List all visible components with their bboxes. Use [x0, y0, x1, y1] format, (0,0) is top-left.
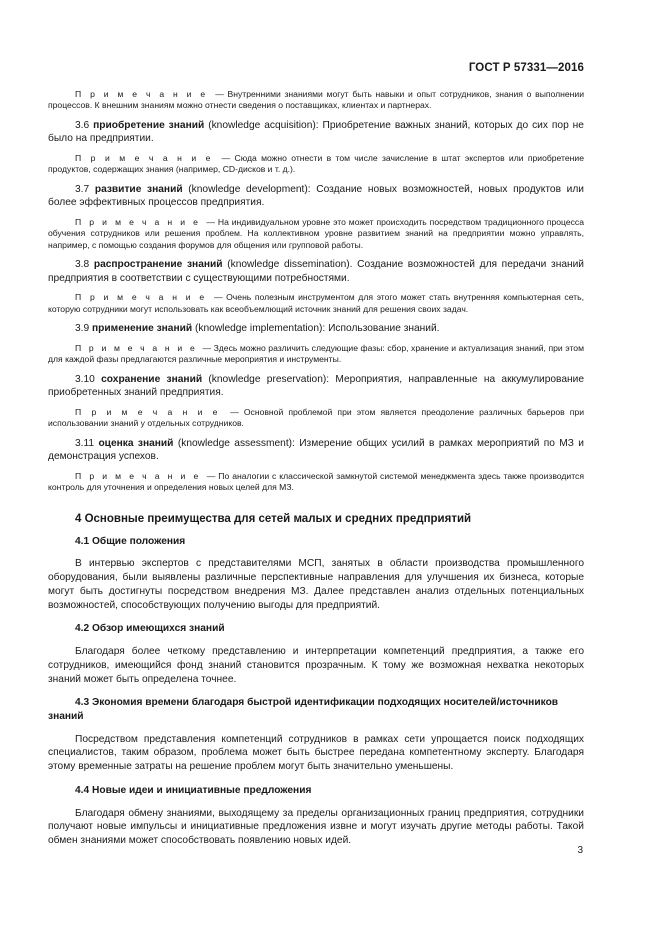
term-text: (knowledge implementation): Использование знаний. [195, 323, 440, 335]
term-definition [48, 183, 584, 210]
note-text: — По аналогии с классической замкнутой системой менеджмента здесь также производится контроль для уточнения и определения новых целей для МЗ. [48, 470, 584, 493]
term-number: 3.7 [75, 183, 90, 195]
note-label: П р и м е ч а н и е [75, 342, 198, 353]
note-text: — Внутренними знаниями могут быть навыки и опыт сотрудников, знания о выполнении процессов. К внешним знаниям можно отнести сведения о поставщиках, клиентах и партнерах. [48, 89, 585, 111]
term-definition [48, 258, 584, 285]
subsection-title: 4.4 Новые идеи и инициативные предложения [75, 784, 312, 796]
page-content [48, 89, 584, 858]
note-label: П р и м е ч а н и е [75, 153, 214, 163]
subsection-paragraph: Посредством представления компетенций сотрудников в рамках сети упрощается поиск подходящих специалистов, таким образом, проблема может быть быстрее передана компетентному эксперту. Благодаря этому временные затраты на решение проблем могут быть значительно уменьшены. [48, 733, 584, 773]
term-text: (knowledge preservation): Мероприятия, направленные на аккумулирование приобретенных знаний предприятия. [48, 373, 585, 399]
subsection-title: 4.1 Общие положения [75, 535, 186, 547]
subsection-paragraph: Благодаря обмену знаниями, выходящему за пределы организационных границ предприятия, сотрудники получают новые импульсы и инициативные предложения извне и могут изучать другие методы работы. Такой обмен знаниями может способствовать появлению новых идей. [48, 807, 584, 847]
note-paragraph [48, 343, 584, 366]
page-number: 3 [577, 845, 583, 856]
term-number: 3.8 [75, 259, 90, 271]
note-label: П р и м е ч а н и е [75, 89, 208, 99]
note-paragraph [48, 89, 584, 112]
term-name: развитие знаний [94, 183, 183, 195]
standard-designation: ГОСТ Р 57331—2016 [468, 62, 584, 74]
note-label: П р и м е ч а н и е [75, 406, 221, 417]
note-text: — Основной проблемой при этом является преодоление различных барьеров при использовании знаний у отдельных сотрудников. [48, 406, 584, 429]
term-text: (knowledge assessment): Измерение общих усилий в рамках мероприятий по МЗ и демонстрация успехов. [48, 437, 584, 463]
term-definition [48, 322, 584, 336]
term-number: 3.11 [75, 437, 95, 449]
note-paragraph [48, 153, 584, 176]
term-name: распространение знаний [93, 259, 223, 271]
note-text: — Очень полезным инструментом для этого может стать внутренняя компьютерная сеть, которую сотрудники могут использовать как всеобъемлющий источник знаний для решения своих задач. [48, 292, 584, 314]
section-4-title: 4 Основные преимущества для сетей малых и средних предприятий [75, 512, 472, 525]
note-label: П р и м е ч а н и е [75, 470, 201, 481]
term-name: приобретение знаний [93, 119, 205, 131]
term-name: применение знаний [92, 323, 193, 335]
term-number: 3.10 [75, 373, 95, 385]
term-name: оценка знаний [98, 437, 174, 449]
term-number: 3.6 [75, 119, 90, 131]
subsection-paragraph: В интервью экспертов с представителями МСП, занятых в области производства промышленного оборудования, были выявлены различные перспективные направления для улучшения их бизнеса, которые могут быть достигнуты посредством внедрения МЗ. Далее представлен анализ отдельных потенциальных возможностей, способствующих получению выгоды для предприятий. [48, 558, 584, 611]
note-paragraph [48, 217, 584, 251]
subsection-title: 4.3 Экономия времени благодаря быстрой идентификации подходящих носителей/источников знаний [48, 697, 559, 722]
section-4-body [48, 535, 584, 848]
note-text: — На индивидуальном уровне это может происходить посредством традиционного процесса обучения сотрудников или решения проблем. На коллективном уровне развитием знаний на предприятии можно управлять, например, с помощью создания форумов для общения или групповой работы. [48, 217, 584, 250]
note-paragraph [48, 407, 584, 430]
term-definition [48, 373, 584, 400]
term-number: 3.9 [75, 323, 90, 335]
subsection-title: 4.2 Обзор имеющихся знаний [75, 623, 225, 635]
term-name: сохранение знаний [101, 373, 203, 385]
note-paragraph [48, 292, 584, 315]
term-definition [48, 119, 584, 146]
term-text: (knowledge acquisition): Приобретение важных знаний, которых до сих пор не было на предприятии. [48, 119, 584, 145]
term-text: (knowledge development): Создание новых возможностей, новых продуктов или более эффективных процессов предприятия. [48, 183, 584, 209]
note-paragraph [48, 471, 584, 494]
note-label: П р и м е ч а н и е [75, 292, 207, 303]
note-text: — Здесь можно различить следующие фазы: сбор, хранение и актуализация знаний, при этом для каждой фазы предлагаются различные мероприятия и инструменты. [48, 342, 584, 365]
definitions-list [48, 89, 584, 494]
note-label: П р и м е ч а н и е [75, 217, 201, 227]
note-text: — Сюда можно отнести в том числе зачисление в штат экспертов или приобретение продуктов, содержащих знания (например, CD-дисков и т. д.). [48, 153, 584, 175]
term-text: (knowledge dissemination). Создание возможностей для передачи знаний предприятия в соответствии с существующими потребностями. [48, 259, 584, 284]
subsection-paragraph: Благодаря более четкому представлению и интерпретации компетенций предприятия, а также его сотрудников, имеющийся фонд знаний становится прозрачным. К тому же возможная нехватка некоторых знаний может быть определена точнее. [48, 646, 584, 685]
term-definition [48, 437, 584, 464]
